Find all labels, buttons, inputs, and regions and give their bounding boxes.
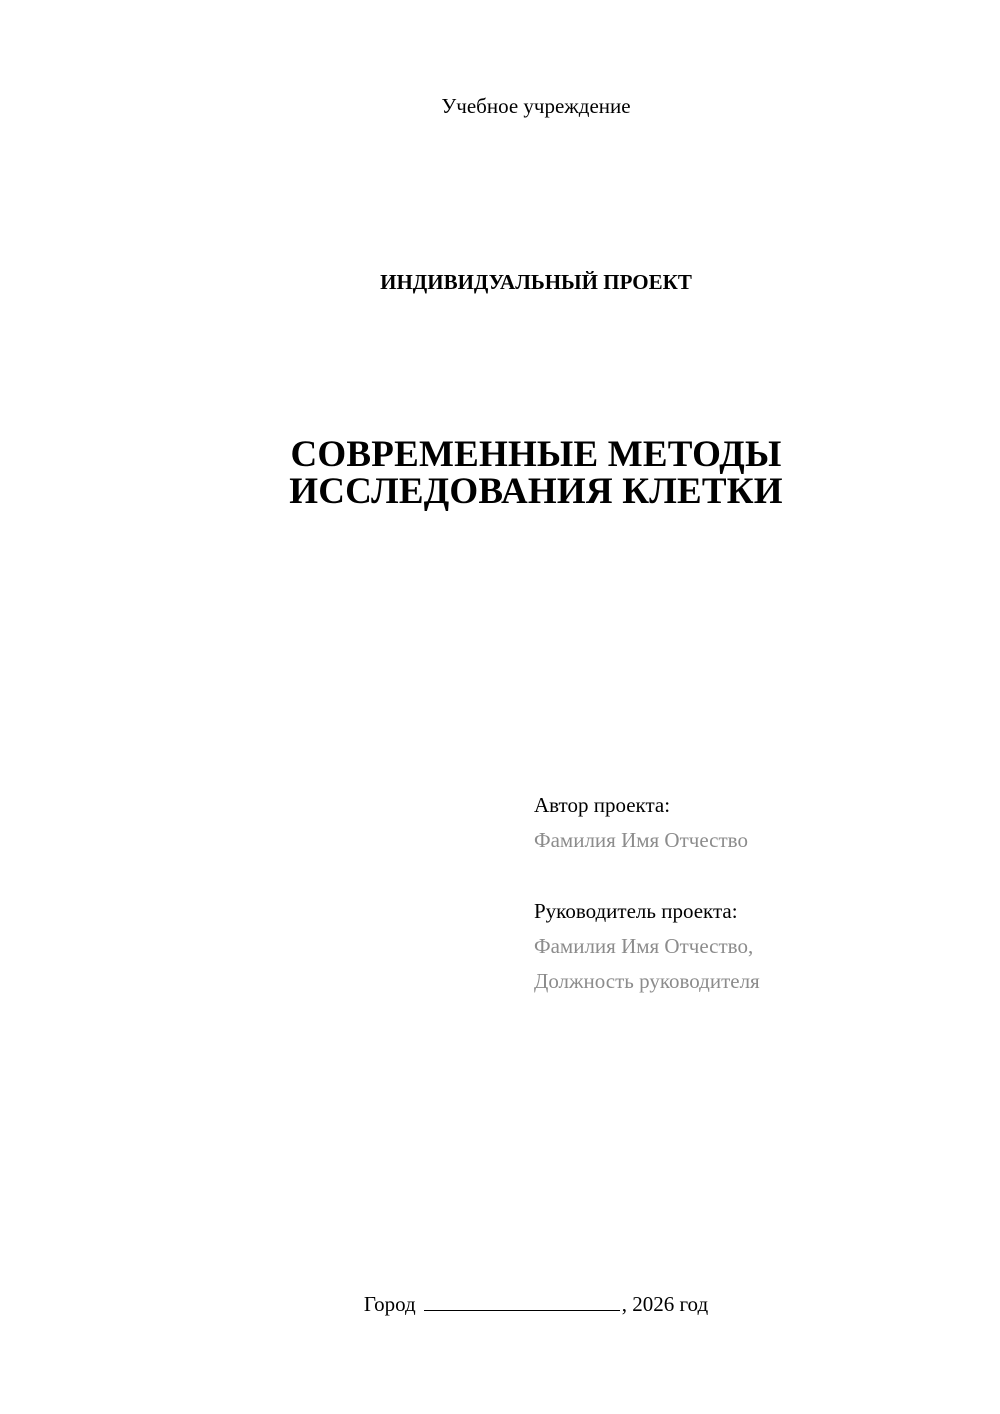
supervisor-position-placeholder: Должность руководителя xyxy=(534,969,760,993)
title-line-2: ИССЛЕДОВАНИЯ КЛЕТКИ xyxy=(289,471,783,512)
city-label: Город xyxy=(363,1292,416,1316)
author-name-placeholder: Фамилия Имя Отчество xyxy=(534,828,748,852)
supervisor-name-placeholder: Фамилия Имя Отчество, xyxy=(534,934,754,958)
institution-name: Учебное учреждение xyxy=(441,94,631,118)
title-line-1: СОВРЕМЕННЫЕ МЕТОДЫ xyxy=(290,434,782,475)
credits-spacer xyxy=(534,858,974,894)
city-blank-line xyxy=(424,1290,620,1311)
year-text: , 2026 год xyxy=(621,1292,709,1316)
author-label: Автор проекта: xyxy=(534,793,671,817)
supervisor-label: Руководитель проекта: xyxy=(534,899,738,923)
document-title xyxy=(0,436,1000,510)
city-year-line xyxy=(0,1290,1000,1318)
document-type-label: ИНДИВИДУАЛЬНЫЙ ПРОЕКТ xyxy=(380,270,692,294)
credits-block xyxy=(534,788,974,999)
